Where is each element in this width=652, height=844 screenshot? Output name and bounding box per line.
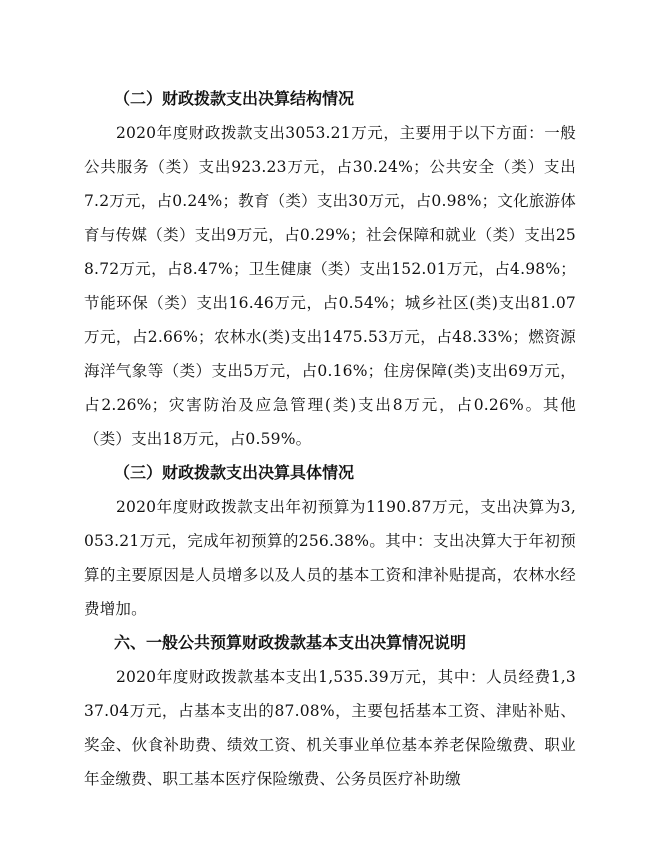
paragraph-expenditure-structure: 2020年度财政拨款支出3053.21万元，主要用于以下方面：一般公共服务（类）支出923.23万元，占30.24%；公共安全（类）支出7.2万元，占0.24%；教育（类）支出30万元，占0.98%；文化旅游体育与传媒（类）支出9万元，占0.29%；社会保障和就业（类）支出258.72万元，占8.47%；卫生健康（类）支出152.01万元，占4.98%；节能环保（类）支出16.46万元，占0.54%；城乡社区(类)支出81.07万元，占2.66%；农林水(类)支出1475.53万元，占48.33%；燃资源海洋气象等（类）支出5万元，占0.16%；住房保障(类)支出69万元，占2.26%；灾害防治及应急管理(类)支出8万元，占0.26%。其他（类）支出18万元，占0.59%。 (84, 124, 576, 448)
section-heading-expenditure-details: （三）财政拨款支出决算具体情况 (114, 463, 355, 482)
section-heading-expenditure-structure: （二）财政拨款支出决算结构情况 (114, 89, 355, 108)
section-heading-basic-expenditure: 六、一般公共预算财政拨款基本支出决算情况说明 (114, 633, 467, 652)
paragraph-basic-expenditure: 2020年度财政拨款基本支出1,535.39万元，其中：人员经费1,337.04万元，占基本支出的87.08%，主要包括基本工资、津贴补贴、奖金、伙食补助费、绩效工资、机关事业单位基本养老保险缴费、职业年金缴费、职工基本医疗保险缴费、公务员医疗补助缴 (84, 668, 576, 788)
paragraph-expenditure-details: 2020年度财政拨款支出年初预算为1190.87万元，支出决算为3,053.21万元，完成年初预算的256.38%。其中：支出决算大于年初预算的主要原因是人员增多以及人员的基本工资和津补贴提高，农林水经费增加。 (84, 498, 576, 618)
document-page (84, 82, 576, 796)
